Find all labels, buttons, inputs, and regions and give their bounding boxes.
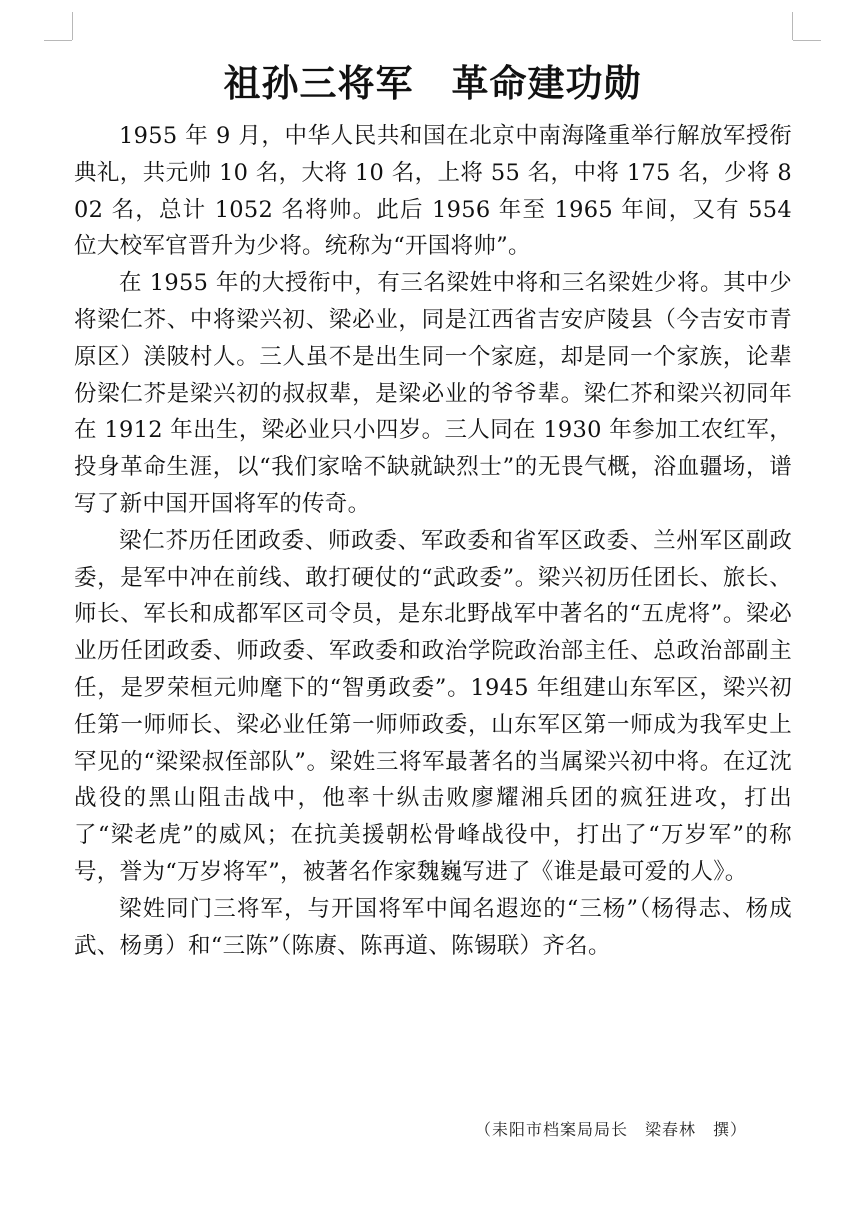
author-signature: （耒阳市档案局局长 梁春林 撰） bbox=[474, 1120, 747, 1139]
paragraph-3: 梁仁芥历任团政委、师政委、军政委和省军区政委、兰州军区副政委，是军中冲在前线、敢打硬仗的“武政委”。梁兴初历任团长、旅长、师长、军长和成都军区司令员，是东北野战军中著名的“五虎将”。梁必业历任团政委、师政委、军政委和政治学院政治部主任、总政治部副主任，是罗荣桓元帅麾下的“智勇政委”。1945 年组建山东军区，梁兴初任第一师师长、梁必业任第一师师政委，山东军区第一师成为我军史上罕见的“梁梁叔侄部队”。梁姓三将军最著名的当属梁兴初中将。在辽沈战役的黑山阻击战中，他率十纵击败廖耀湘兵团的疯狂进攻，打出了“梁老虎”的威风；在抗美援朝松骨峰战役中，打出了“万岁军”的称号，誉为“万岁将军”，被著名作家魏巍写进了《谁是最可爱的人》。 bbox=[74, 527, 792, 885]
paragraph-1: 1955 年 9 月，中华人民共和国在北京中南海隆重举行解放军授衔典礼，共元帅 10 名，大将 10 名，上将 55 名，中将 175 名，少将 802 名，总计 1052 名将帅。此后 1956 年至 1965 年间，又有 554 位大校军官晋升为少将。统称为“开国将帅”。 bbox=[74, 123, 792, 260]
paragraph-4: 梁姓同门三将军，与开国将军中闻名遐迩的“三杨”（杨得志、杨成武、杨勇）和“三陈”（陈赓、陈再道、陈锡联）齐名。 bbox=[74, 895, 792, 959]
title-part-2: 革命建功勋 bbox=[451, 60, 642, 105]
paragraph-2: 在 1955 年的大授衔中，有三名梁姓中将和三名梁姓少将。其中少将梁仁芥、中将梁兴初、梁必业，同是江西省吉安庐陵县（今吉安市青原区）渼陂村人。三人虽不是出生同一个家庭，却是同一个家族，论辈份梁仁芥是梁兴初的叔叔辈，是梁必业的爷爷辈。梁仁芥和梁兴初同年在 1912 年出生，梁必业只小四岁。三人同在 1930 年参加工农红军，投身革命生涯，以“我们家啥不缺就缺烈士”的无畏气概，浴血疆场，谱写了新中国开国将军的传奇。 bbox=[74, 270, 792, 517]
crop-mark-top-left-horizontal bbox=[44, 40, 72, 41]
crop-mark-top-right-horizontal bbox=[793, 40, 821, 41]
crop-mark-top-left-vertical bbox=[72, 12, 73, 40]
title-part-1: 祖孙三将军 bbox=[223, 60, 414, 105]
document-body bbox=[74, 118, 792, 964]
document-title bbox=[0, 55, 865, 111]
crop-mark-top-right-vertical bbox=[792, 12, 793, 40]
